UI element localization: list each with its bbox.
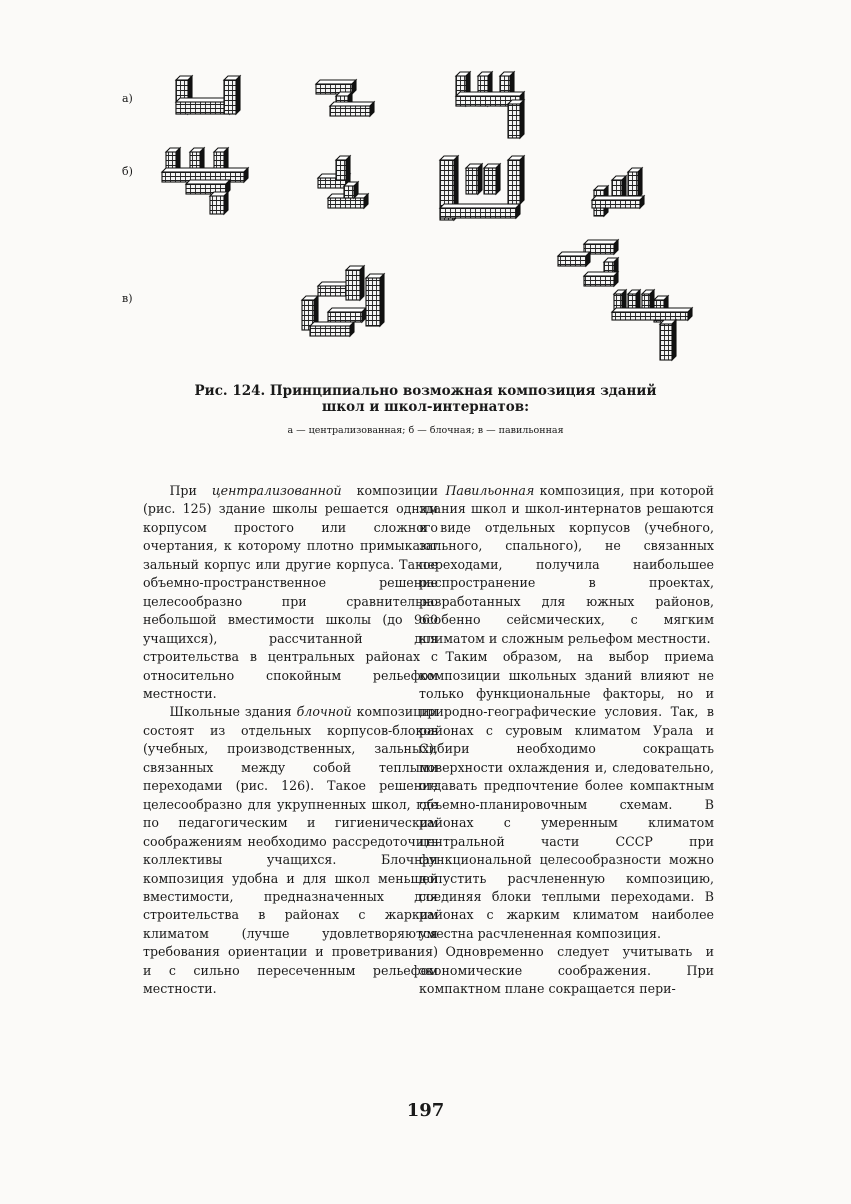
text-column-right <box>419 482 714 999</box>
block-front-face <box>328 312 362 322</box>
block-front-face <box>440 208 516 218</box>
block-front-face <box>318 286 346 296</box>
block-top-face <box>330 102 374 106</box>
block-front-face <box>508 160 520 204</box>
paragraph <box>419 482 714 648</box>
block-top-face <box>612 308 692 312</box>
block-top-face <box>186 180 230 184</box>
text-run: При <box>169 483 212 498</box>
block-side-face <box>236 76 240 114</box>
emphasis-term: централизованной <box>211 483 342 498</box>
block-top-face <box>592 196 644 200</box>
emphasis-term: Павильонная <box>445 483 535 498</box>
block-side-face <box>224 192 228 214</box>
block-side-face <box>520 156 524 204</box>
paragraph <box>143 482 438 703</box>
block-side-face <box>496 164 500 194</box>
figure-caption-title: Рис. 124. Принципиально возможная композиция зданий <box>194 383 657 399</box>
block-front-face <box>508 104 520 138</box>
paragraph: Таким образом, на выбор приема композиции школьных зданий влияют не только функциональные факторы, но и природно-географические условия. Так, в районах с суровым климатом Урала и Сибири необходимо сокращать поверхности охлаждения и, следовательно, отдавать предпочтение более компактным объемно-планировочным схемам. В районах с умеренным климатом центральной части СССР при функциональной целесообразности можно допустить расчлененную композицию, соединяя блоки теплыми переходами. В районах с жарким климатом наиболее уместна расчлененная композиция. <box>419 649 714 941</box>
page-number: 197 <box>406 1100 445 1121</box>
block-top-face <box>318 282 350 286</box>
block-top-face <box>584 272 618 276</box>
block-side-face <box>346 156 350 180</box>
block-front-face <box>344 186 354 198</box>
block-front-face <box>176 102 230 114</box>
paragraph: Одновременно следует учитывать и экономические соображения. При компактном плане сокращается пери- <box>419 944 714 997</box>
text-column-left <box>143 482 438 999</box>
block-side-face <box>520 100 524 138</box>
block-side-face <box>478 164 482 194</box>
block-top-face <box>328 308 366 312</box>
figure-label-c: в) <box>122 292 133 305</box>
block-front-face <box>484 168 496 194</box>
text-run: композиция, при которой здания школ и школ-интернатов решаются в виде отдельных корпусов (учебного, зального, спального), не связанных переходами, получила наибольшее распространение в проектах, разработанных для южных районов, особенно сейсмических, с мягким климатом и сложным рельефом местности. <box>419 483 714 646</box>
block-top-face <box>456 92 524 96</box>
block-side-face <box>380 274 384 326</box>
text-run: композиции состоят из отдельных корпусов-блоков (учебных, производственных, зальных), связанных между собой теплыми переходами (рис. 126). Такое решение целесообразно для укрупненных школ, где по педагогическим и гигиеническим соображениям необходимо рассредоточить коллективы учащихся. Блочная композиция удобна и для школ меньшей вместимости, предназначенных для строительства в районах с жарким климатом (лучше удовлетворяются требования ориентации и проветривания) и с сильно пересеченным рельефом местности. <box>143 704 438 997</box>
figure-caption-title-line2: школ и школ-интернатов: <box>321 399 530 415</box>
block-front-face <box>366 278 380 326</box>
block-side-face <box>360 266 364 300</box>
block-front-face <box>330 106 370 116</box>
figure-caption-legend: а — централизованная; б — блочная; в — павильонная <box>287 425 564 436</box>
text-run: композиции (рис. 125) здание школы решается одним корпусом простого или сложного очертания, к которому плотно примыкают зальный корпус или другие корпуса. Такое объемно-пространственное решение целесообразно при сравнительно небольшой вместимости школы (до 960 учащихся), рассчитанной для строительства в центральных районах с относительно спокойным рельефом местности. <box>143 483 438 701</box>
figure-label-a: а) <box>122 92 133 105</box>
text-run: Школьные здания <box>169 704 297 720</box>
block-front-face <box>612 312 688 320</box>
block-front-face <box>346 270 360 300</box>
paragraph <box>143 703 438 998</box>
composition-figure <box>0 0 851 380</box>
block-top-face <box>558 252 590 256</box>
block-top-face <box>584 240 618 244</box>
block-front-face <box>210 196 224 214</box>
block-front-face <box>310 326 350 336</box>
figure-label-b: б) <box>122 165 133 178</box>
block-front-face <box>224 80 236 114</box>
block-side-face <box>638 168 642 198</box>
block-front-face <box>466 168 478 194</box>
emphasis-term: блочной <box>296 704 352 720</box>
block-front-face <box>328 198 364 208</box>
block-front-face <box>592 200 640 208</box>
block-front-face <box>558 256 586 266</box>
block-front-face <box>584 276 614 286</box>
block-top-face <box>162 168 248 172</box>
block-front-face <box>336 160 346 180</box>
block-front-face <box>660 324 672 360</box>
block-top-face <box>316 80 356 84</box>
block-top-face <box>310 322 354 326</box>
block-top-face <box>440 204 520 208</box>
block-front-face <box>628 172 638 198</box>
block-side-face <box>672 320 676 360</box>
